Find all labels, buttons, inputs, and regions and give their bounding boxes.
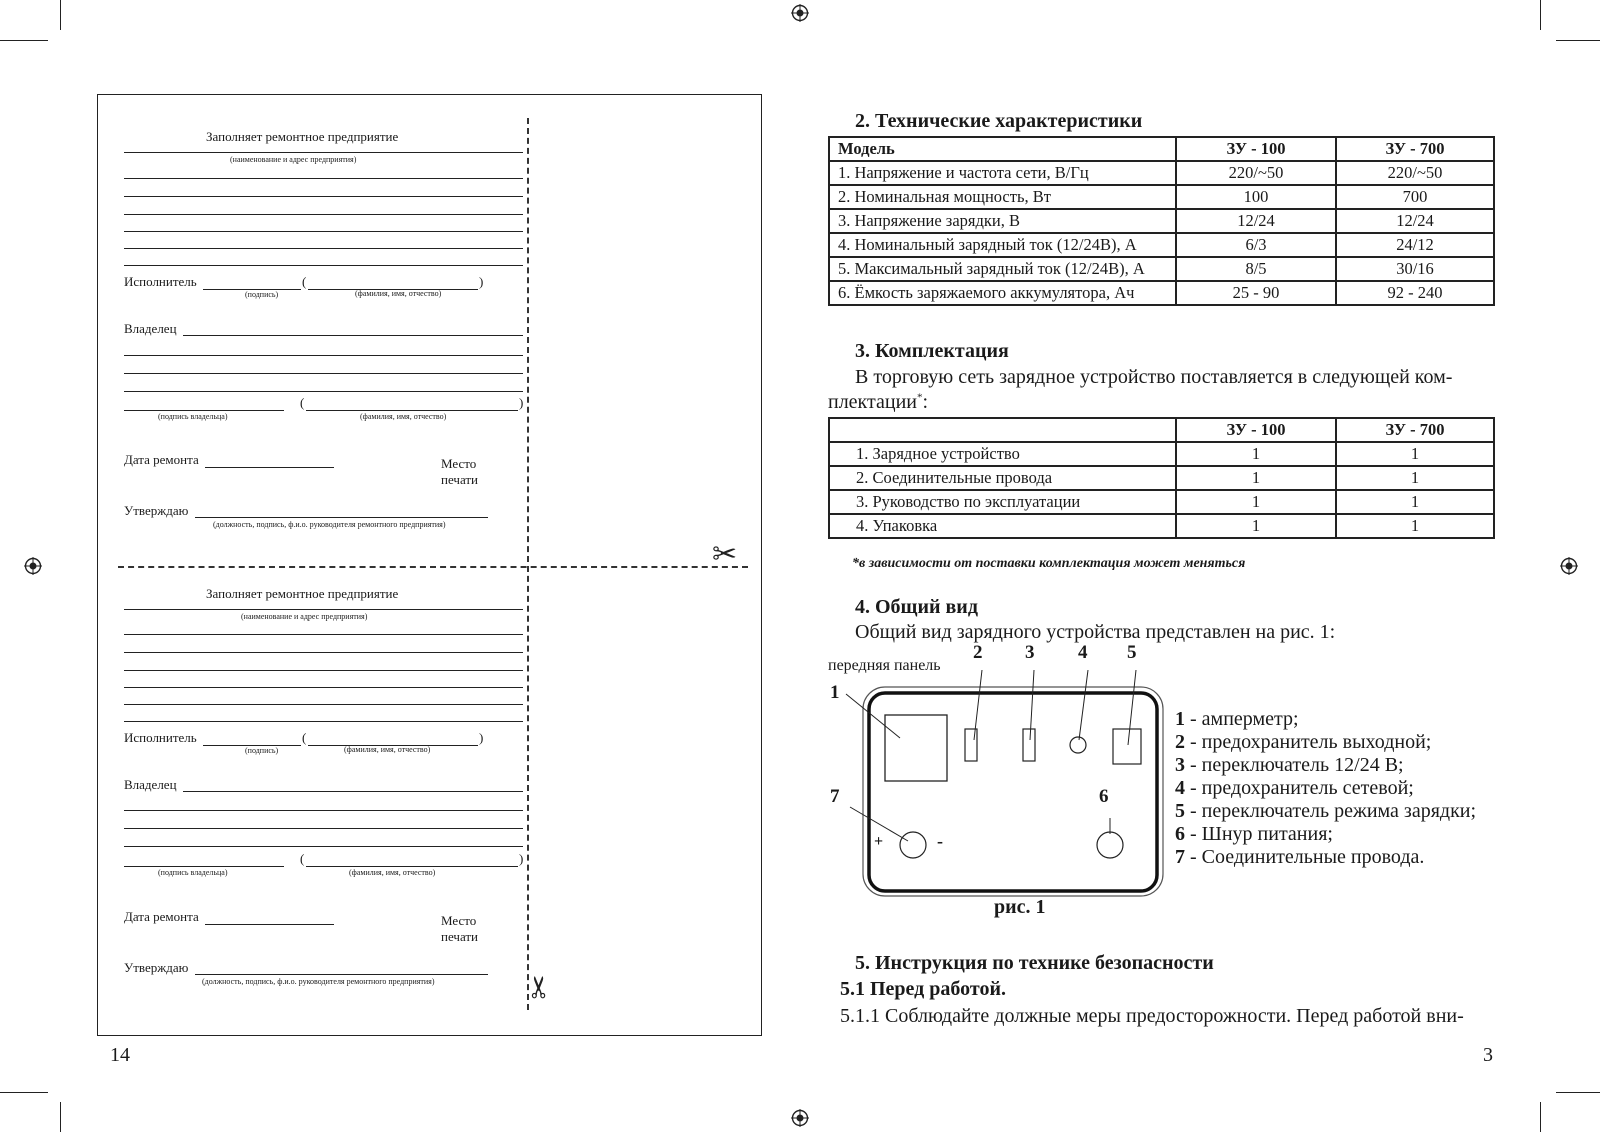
section-5-title: 5. Инструкция по технике безопасности [855,952,1214,974]
legend-num: 4 [1175,777,1185,799]
legend-text: - амперметр; [1185,708,1299,730]
table-cell: 3. Руководство по эксплуатации [829,490,1176,514]
stamp-place: Место [441,913,477,928]
header-cell: ЗУ - 100 [1176,137,1336,161]
table-cell: 1. Напряжение и частота сети, В/Гц [829,161,1176,185]
fill-line [124,196,523,197]
registration-mark-icon [791,4,809,22]
fill-line [183,335,523,336]
table-row [829,161,1494,185]
table-cell: 1 [1336,514,1494,538]
registration-mark-icon [791,1109,809,1127]
legend-num: 2 [1175,731,1185,753]
fill-line [124,231,523,232]
legend-num: 3 [1175,754,1185,776]
legend-num: 7 [1175,846,1185,868]
fill-line [124,178,523,179]
scissors-icon: ✂ [522,974,558,1000]
callout-1: 1 [830,682,840,703]
fill-line [124,652,523,653]
crop-mark [60,1102,61,1132]
callout-5: 5 [1127,642,1137,663]
legend-item [1175,754,1476,777]
fio-hint: (фамилия, имя, отчество) [355,289,442,298]
front-panel-diagram [828,670,1178,900]
section-3-text-line2 [828,391,928,414]
fill-line [124,609,523,610]
fill-line [124,721,523,722]
paren-open: ( [302,730,307,745]
table-cell: 220/~50 [1176,161,1336,185]
executor-label: Исполнитель [124,274,197,289]
legend-text: - Шнур питания; [1185,823,1333,845]
package-footnote: *в зависимости от поставки комплектация может меняться [852,556,1246,571]
legend-item [1175,823,1476,846]
table-cell: 1 [1176,490,1336,514]
table-cell: 4. Упаковка [829,514,1176,538]
header-cell: ЗУ - 700 [1336,418,1494,442]
header-cell: ЗУ - 100 [1176,418,1336,442]
repair-date-label: Дата ремонта [124,909,199,924]
table-cell: 1 [1336,442,1494,466]
form-header: Заполняет ремонтное предприятие [206,586,399,601]
section-5-1-title: 5.1 Перед работой. [840,978,1006,1000]
stamp-place: печати [441,929,479,944]
paren-close: ) [479,274,484,289]
footnote-star: * [916,391,923,404]
fill-line [124,810,523,811]
table-cell: 12/24 [1176,209,1336,233]
legend-num: 6 [1175,823,1185,845]
table-cell: 1 [1176,514,1336,538]
crop-mark [1556,40,1600,41]
header-cell: ЗУ - 700 [1336,137,1494,161]
fill-line [124,687,523,688]
table-cell: 12/24 [1336,209,1494,233]
power-cord-shape [1097,832,1123,858]
callout-2: 2 [973,642,983,663]
legend-num: 1 [1175,708,1185,730]
table-cell: 1 [1176,442,1336,466]
registration-mark-icon [24,557,42,575]
fill-line [124,846,523,847]
legend-item [1175,708,1476,731]
approve-hint: (должность, подпись, ф.и.о. руководителя ремонтного предприятия) [202,977,435,986]
scissors-icon: ✂ [712,537,738,572]
fill-line [124,866,284,867]
table-row [829,185,1494,209]
leader-line [1079,670,1088,740]
header-cell: Модель [829,137,1176,161]
section-3-text-line2-main: плектации [828,391,917,413]
crop-mark [0,40,48,41]
form-header-hint: (наименование и адрес предприятия) [230,155,357,164]
repair-coupon-frame [97,94,762,1036]
stamp-place: печати [441,472,479,487]
table-cell: 700 [1336,185,1494,209]
package-table [828,417,1495,539]
approve-label: Утверждаю [124,960,189,975]
table-cell: 6/3 [1176,233,1336,257]
fill-line [124,373,523,374]
crop-mark [1540,1102,1541,1132]
fill-line [124,152,523,153]
table-cell: 4. Номинальный зарядный ток (12/24В), А [829,233,1176,257]
crop-mark [1556,1092,1600,1093]
fill-line [205,924,334,925]
table-cell: 2. Номинальная мощность, Вт [829,185,1176,209]
paren-open: ( [300,395,305,410]
callout-7: 7 [830,786,840,807]
minus-sign: - [937,831,943,851]
table-row [829,490,1494,514]
legend-num: 5 [1175,800,1185,822]
paren-close: ) [519,851,524,866]
registration-mark-icon [1560,557,1578,575]
table-row [829,209,1494,233]
table-cell: 6. Ёмкость заряжаемого аккумулятора, Ач [829,281,1176,305]
owner-fio-hint: (фамилия, имя, отчество) [349,868,436,877]
approve-hint: (должность, подпись, ф.и.о. руководителя ремонтного предприятия) [213,520,446,529]
executor-label: Исполнитель [124,730,197,745]
fill-line [124,214,523,215]
table-row [829,466,1494,490]
stamp-place: Место [441,456,477,471]
form-header-hint: (наименование и адрес предприятия) [241,612,368,621]
fill-line [124,355,523,356]
legend-text: - переключатель режима зарядки; [1185,800,1477,822]
callout-4: 4 [1078,642,1088,663]
signature-hint: (подпись) [245,746,279,755]
legend-text: - переключатель 12/24 В; [1185,754,1404,776]
voltage-switch-shape [1023,729,1035,761]
legend-item [1175,777,1476,800]
table-header-row [829,418,1494,442]
paren-close: ) [479,730,484,745]
table-row [829,281,1494,305]
table-row [829,442,1494,466]
plus-sign: + [874,833,884,850]
callout-6: 6 [1099,786,1109,807]
repair-date-label: Дата ремонта [124,452,199,467]
legend-item [1175,800,1476,823]
panel-inner-frame [869,693,1157,891]
fill-line [124,248,523,249]
table-header-row [829,137,1494,161]
header-cell [829,418,1176,442]
fill-line [124,828,523,829]
legend-text: - предохранитель сетевой; [1185,777,1414,799]
cut-line-horizontal [118,566,748,568]
cut-line-vertical [527,118,529,1010]
section-2-title: 2. Технические характеристики [855,110,1143,132]
owner-label: Владелец [124,777,177,792]
form-header: Заполняет ремонтное предприятие [206,129,399,144]
section-3-text-line2-end: : [922,391,929,413]
fill-line [205,467,334,468]
legend-text: - Соединительные провода. [1185,846,1425,868]
table-cell: 1 [1336,490,1494,514]
table-row [829,257,1494,281]
section-4-text: Общий вид зарядного устройства представлен на рис. 1: [855,621,1336,643]
legend-text: - предохранитель выходной; [1185,731,1432,753]
table-cell: 1. Зарядное устройство [829,442,1176,466]
table-row [829,514,1494,538]
table-cell: 3. Напряжение зарядки, В [829,209,1176,233]
crop-mark [60,0,61,30]
fill-line [306,410,518,411]
section-5-text: 5.1.1 Соблюдайте должные меры предосторожности. Перед работой вни- [840,1005,1464,1027]
crop-mark [1540,0,1541,30]
fill-line [124,634,523,635]
table-cell: 8/5 [1176,257,1336,281]
fill-line [124,410,284,411]
leader-line [974,670,982,740]
owner-signature-hint: (подпись владельца) [158,412,228,421]
specs-table [828,136,1495,306]
paren-close: ) [519,395,524,410]
fill-line [306,866,518,867]
legend-item [1175,731,1476,754]
table-cell: 1 [1336,466,1494,490]
fill-line [195,517,488,518]
owner-signature-hint: (подпись владельца) [158,868,228,877]
table-cell: 2. Соединительные провода [829,466,1176,490]
fill-line [195,974,488,975]
paren-open: ( [300,851,305,866]
ammeter-shape [885,715,947,781]
callout-3: 3 [1025,642,1035,663]
front-panel-label: передняя панель [828,657,941,674]
fill-line [124,265,523,266]
owner-label: Владелец [124,321,177,336]
legend-item [1175,846,1476,869]
diagram-legend [1175,708,1476,869]
table-cell: 92 - 240 [1336,281,1494,305]
table-cell: 1 [1176,466,1336,490]
section-3-title: 3. Комплектация [855,340,1009,362]
table-cell: 25 - 90 [1176,281,1336,305]
owner-fio-hint: (фамилия, имя, отчество) [360,412,447,421]
crop-mark [0,1092,48,1093]
fill-line [124,670,523,671]
paren-open: ( [302,274,307,289]
fill-line [183,791,523,792]
output-terminal-shape [900,832,926,858]
fill-line [124,704,523,705]
mains-fuse-shape [1070,737,1086,753]
leader-line [1128,670,1136,745]
table-cell: 220/~50 [1336,161,1494,185]
section-3-text-line1: В торговую сеть зарядное устройство поставляется в следующей ком- [855,366,1453,388]
table-row [829,233,1494,257]
figure-caption: рис. 1 [994,896,1046,918]
signature-hint: (подпись) [245,290,279,299]
mode-switch-shape [1113,729,1141,764]
table-cell: 5. Максимальный зарядный ток (12/24В), А [829,257,1176,281]
page-number-left: 14 [110,1044,130,1066]
fio-hint: (фамилия, имя, отчество) [344,745,431,754]
table-cell: 30/16 [1336,257,1494,281]
table-cell: 100 [1176,185,1336,209]
section-4-title: 4. Общий вид [855,596,978,618]
panel-outer-frame [863,687,1163,896]
page-number-right: 3 [1483,1044,1493,1066]
approve-label: Утверждаю [124,503,189,518]
fill-line [124,391,523,392]
table-cell: 24/12 [1336,233,1494,257]
